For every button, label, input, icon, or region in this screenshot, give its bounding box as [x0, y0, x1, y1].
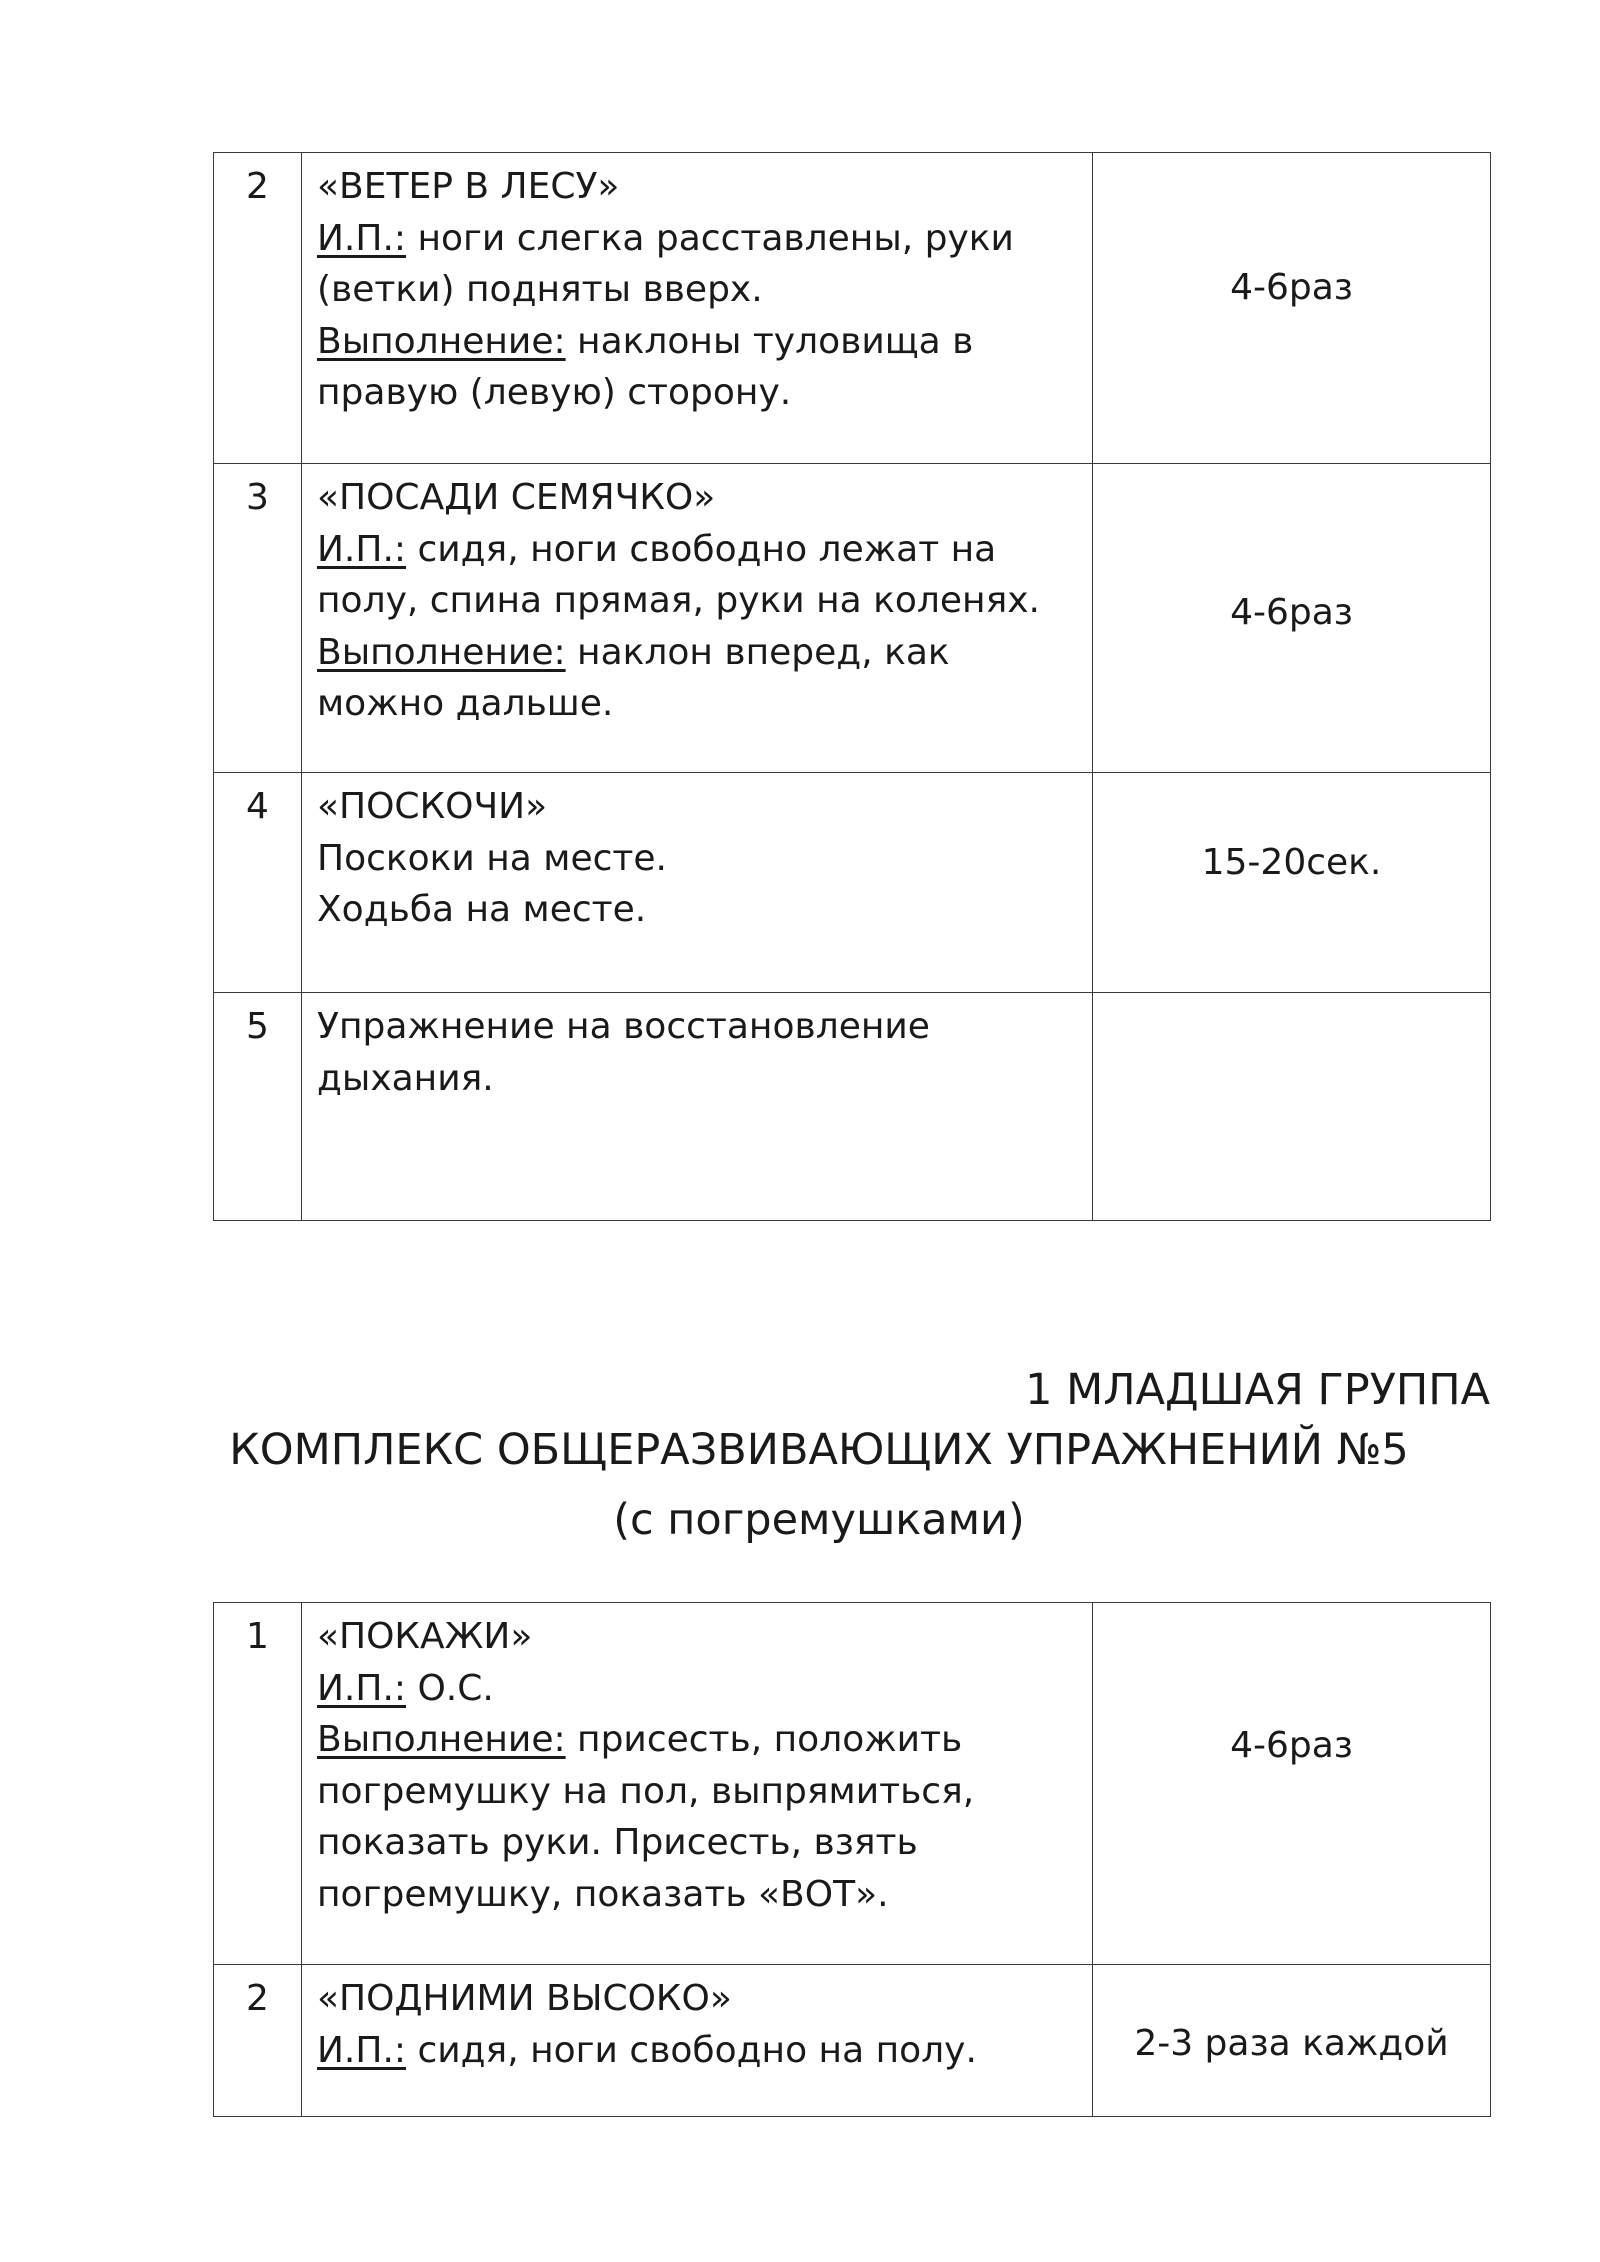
exercise-description — [302, 153, 1093, 464]
execution-text: погремушку, показать «ВОТ». — [317, 1873, 889, 1915]
row-number: 2 — [214, 1965, 302, 2117]
repetition-amount: 15-20сек. — [1093, 773, 1491, 993]
execution-text: показать руки. Присесть, взять — [317, 1822, 918, 1863]
initial-position-text: полу, спина прямая, руки на коленях. — [317, 580, 1040, 621]
initial-position-label: И.П.: — [317, 528, 407, 570]
exercise-description — [302, 773, 1093, 993]
exercise-text: Упражнение на восстановление — [317, 1006, 930, 1047]
execution-text: погремушку на пол, выпрямиться, — [317, 1770, 975, 1812]
exercise-table-1 — [213, 152, 1491, 1221]
exercise-title: «ПОКАЖИ» — [317, 1616, 533, 1657]
execution-text: наклоны туловища в — [565, 320, 974, 362]
repetition-amount: 2-3 раза каждой — [1093, 1965, 1491, 2117]
initial-position-text: сидя, ноги свободно на полу. — [406, 2029, 977, 2071]
execution-label: Выполнение: — [317, 1719, 566, 1760]
table-row — [214, 1603, 1491, 1965]
row-number: 2 — [214, 153, 302, 464]
repetition-amount — [1093, 993, 1491, 1221]
exercise-title: «ПОДНИМИ ВЫСОКО» — [317, 1978, 732, 2019]
exercise-description — [302, 993, 1093, 1221]
exercise-title: «ВЕТЕР В ЛЕСУ» — [317, 166, 620, 207]
table-row — [214, 993, 1491, 1221]
initial-position-text: О.С. — [406, 1667, 494, 1709]
complex-subtitle: (с погремушками) — [613, 1495, 1025, 1545]
initial-position-text: (ветки) подняты вверх. — [317, 269, 763, 310]
table-row — [214, 773, 1491, 993]
initial-position-label: И.П.: — [317, 2029, 407, 2071]
repetition-amount: 4-6раз — [1093, 464, 1491, 773]
initial-position-label: И.П.: — [317, 217, 407, 259]
repetition-amount: 4-6раз — [1093, 1603, 1491, 1965]
execution-text: присесть, положить — [565, 1719, 963, 1760]
initial-position-text: сидя, ноги свободно лежат на — [406, 528, 997, 570]
table-row — [214, 1965, 1491, 2117]
initial-position-text: ноги слегка расставлены, руки — [406, 217, 1014, 259]
initial-position-label: И.П.: — [317, 1667, 407, 1709]
row-number: 4 — [214, 773, 302, 993]
group-heading: 1 МЛАДШАЯ ГРУППА — [1025, 1365, 1490, 1415]
table-row — [214, 153, 1491, 464]
complex-title: КОМПЛЕКС ОБЩЕРАЗВИВАЮЩИХ УПРАЖНЕНИЙ №5 — [229, 1425, 1409, 1475]
execution-label: Выполнение: — [317, 631, 566, 673]
repetition-amount: 4-6раз — [1093, 153, 1491, 464]
execution-text: наклон вперед, как — [565, 631, 950, 673]
exercise-text: Ходьба на месте. — [317, 889, 647, 930]
execution-label: Выполнение: — [317, 320, 566, 362]
row-number: 3 — [214, 464, 302, 773]
exercise-description — [302, 1965, 1093, 2117]
exercise-title: «ПОСАДИ СЕМЯЧКО» — [317, 477, 716, 518]
exercise-text: Поскоки на месте. — [317, 837, 667, 879]
exercise-description — [302, 1603, 1093, 1965]
row-number: 1 — [214, 1603, 302, 1965]
row-number: 5 — [214, 993, 302, 1221]
exercise-title: «ПОСКОЧИ» — [317, 786, 548, 827]
execution-text: можно дальше. — [317, 683, 614, 724]
table-row — [214, 464, 1491, 773]
execution-text: правую (левую) сторону. — [317, 372, 792, 413]
exercise-description — [302, 464, 1093, 773]
exercise-table-2 — [213, 1602, 1491, 2117]
exercise-text: дыхания. — [317, 1057, 494, 1099]
